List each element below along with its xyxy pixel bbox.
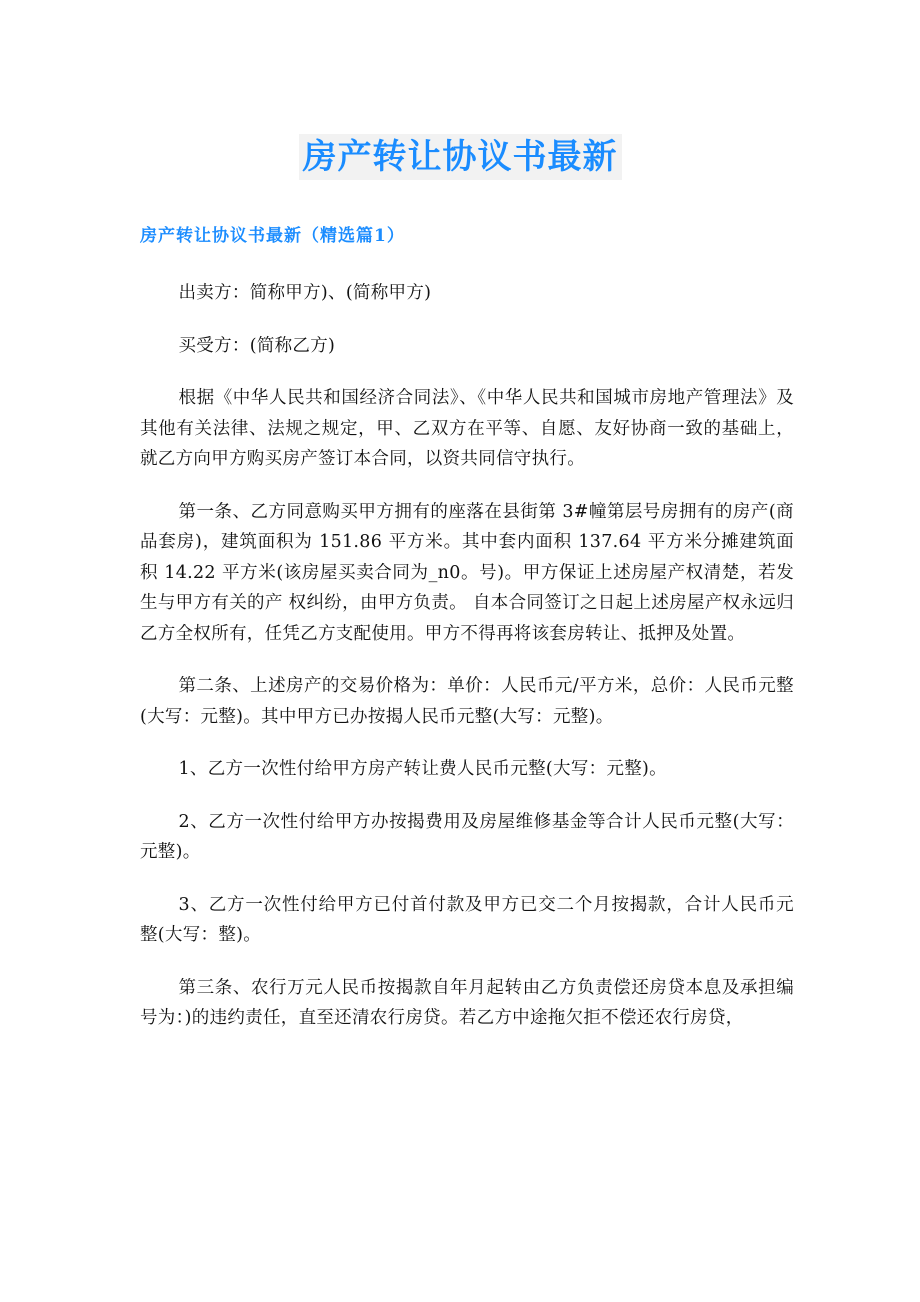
buyer-line: 买受方：(简称乙方) (178, 335, 336, 356)
document-title-text: 房产转让协议书最新 (299, 134, 622, 180)
payment-item-2: 2、乙方一次性付给甲方办按揭费用及房屋维修基金等合计人民币元整(大写：元整)。 (140, 811, 794, 862)
payment-item-3: 3、乙方一次性付给甲方已付首付款及甲方已交二个月按揭款，合计人民币元整(大写：整)。 (140, 894, 794, 945)
document-title (0, 134, 920, 180)
article-3-paragraph: 第三条、农行万元人民币按揭款自年月起转由乙方负责偿还房贷本息及承担编号为：)的违约责任，直至还清农行房贷。若乙方中途拖欠拒不偿还农行房贷， (140, 977, 794, 1028)
seller-line: 出卖方：简称甲方)、(简称甲方) (178, 283, 432, 303)
document-body (140, 278, 794, 1056)
preamble-paragraph: 根据《中华人民共和国经济合同法》、《中华人民共和国城市房地产管理法》及其他有关法律、法规之规定，甲、乙双方在平等、自愿、友好协商一致的基础上，就乙方向甲方购买房产签订本合同，以资共同信守执行。 (140, 388, 794, 469)
section-heading: 房产转让协议书最新（精选篇1） (140, 226, 405, 246)
payment-item-1: 1、乙方一次性付给甲方房产转让费人民币元整(大写：元整)。 (178, 759, 667, 779)
article-2-paragraph: 第二条、上述房产的交易价格为：单价：人民币元/平方米，总价：人民币元整(大写：元整)。其中甲方已办按揭人民币元整(大写：元整)。 (140, 676, 794, 727)
article-1-paragraph: 第一条、乙方同意购买甲方拥有的座落在县街第 3#幢第层号房拥有的房产(商品套房)，建筑面积为 151.86 平方米。其中套内面积 137.64 平方米分摊建筑面积 14.22 平方米(该房屋买卖合同为_n0。号)。甲方保证上述房屋产权清楚，若发生与甲方有关的产 权纠纷，由甲方负责。 自本合同签订之日起上述房屋产权永远归乙方全权所有，任凭乙方支配使用。甲方不得再将该套房转让、抵押及处置。 (140, 501, 794, 644)
